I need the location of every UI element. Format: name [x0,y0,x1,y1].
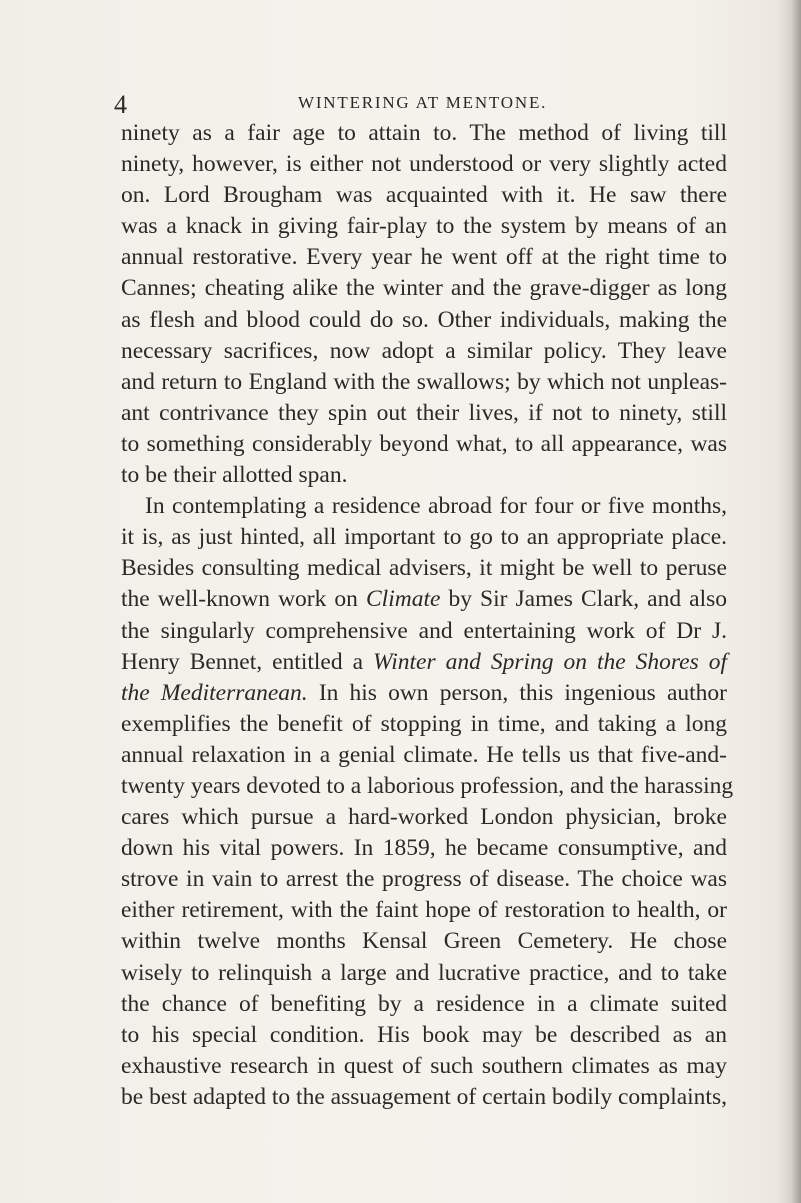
text-run: by Sir James Clark, and also [440,586,727,613]
book-title-winter-and-spring: Winter and Spring on the Shores of [372,648,727,675]
text-line-with-italic [121,678,727,709]
text-line: exhaustive research in quest of such southern climates as may [121,1052,727,1079]
text-line: ant contrivance they spin out their lives, if not to ninety, still [121,399,727,426]
paragraph-start-line: In contemplating a residence abroad for four or five months, [145,493,727,520]
running-head: WINTERING AT MENTONE. [298,93,548,112]
text-line: on. Lord Brougham was acquainted with it. He saw there [121,182,727,209]
text-line: exemplifies the benefit of stopping in time, and taking a long [121,710,727,737]
text-line: be best adapted to the assuagement of certain bodily complaints, [121,1083,727,1110]
text-line: strove in vain to arrest the progress of disease. The choice was [121,866,727,893]
text-line: the chance of benefiting by a residence in a climate suited [121,990,727,1017]
text-line: Besides consulting medical advisers, it might be well to peruse [121,555,727,582]
text-run: In his own person, this ingenious author [307,679,727,706]
book-title-climate: Climate [366,586,441,613]
text-line: it is, as just hinted, all important to go to an appropriate place. [121,524,727,551]
text-line: to his special condition. His book may be described as an [121,1021,727,1048]
text-line: cares which pursue a hard-worked London physician, broke [121,804,727,831]
text-line-with-italic [121,647,727,678]
text-line: twenty years devoted to a laborious profession, and the harassing [121,772,734,799]
text-line: ninety as a fair age to attain to. The method of living till [121,120,727,146]
text-line: necessary sacrifices, now adopt a similar policy. They leave [121,337,727,364]
text-line: down his vital powers. In 1859, he became consumptive, and [121,835,727,862]
text-line: and return to England with the swallows; by which not unpleas- [121,368,727,395]
page-edge-shadow [791,0,801,1203]
text-line: annual restorative. Every year he went off at the right time to [121,244,727,271]
text-line: as flesh and blood could do so. Other individuals, making the [121,306,727,333]
text-run: Henry Bennet, entitled a [121,648,373,675]
page-number: 4 [114,90,127,119]
text-line: annual relaxation in a genial climate. He tells us that five-and- [121,741,727,768]
text-line: the singularly comprehensive and entertaining work of Dr J. [121,617,727,644]
text-line-with-italic [121,584,727,615]
text-line: to something considerably beyond what, to all appearance, was [121,430,727,457]
book-title-mediterranean: the Mediterranean. [121,679,308,706]
text-line: ninety, however, is either not understood or very slightly acted [121,151,727,178]
text-run: the well-known work on [121,586,366,613]
text-line: either retirement, with the faint hope of restoration to health, or [121,897,727,924]
text-line: within twelve months Kensal Green Cemetery. He chose [121,928,727,955]
body-text [121,118,734,1113]
text-line: Cannes; cheating alike the winter and the grave-digger as long [121,275,727,302]
text-line: to be their allotted span. [121,462,348,489]
text-line: wisely to relinquish a large and lucrative practice, and to take [121,959,727,986]
text-line: was a knack in giving fair-play to the system by means of an [121,213,727,240]
